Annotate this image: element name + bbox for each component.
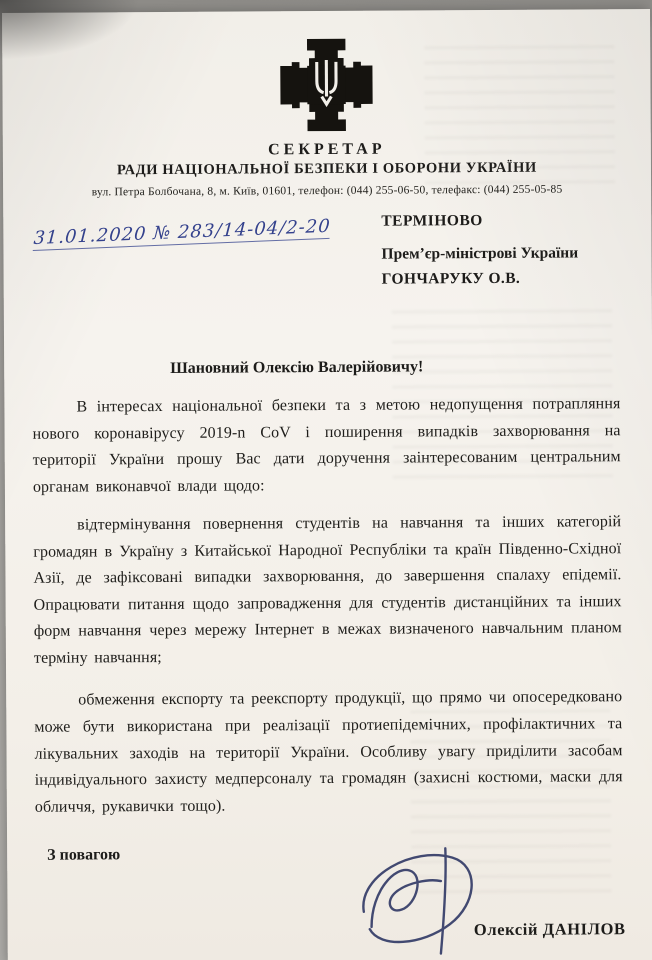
salutation: Шановний Олексію Валерійовичу! bbox=[170, 358, 424, 377]
signature-block bbox=[37, 861, 626, 960]
signer-name: Олексій ДАНІЛОВ bbox=[473, 919, 626, 940]
addressee-title: Прем’єр-міністрові України bbox=[381, 244, 579, 263]
body-paragraph: відтермінування повернення студентів на навчання та інших категорій громадян в Україну з Китайської Народної Республіки та країн Південно-Східної Азії, де зафіксовані випадки захворювання, до завершення спалаху епідемії. Опрацювати питання щодо запровадження для студентів дистанційних та інших форм навчання через мережу Інтернет в межах визначеного навчальним планом терміну навчання; bbox=[33, 513, 622, 667]
letterhead-subtitle: РАДИ НАЦІОНАЛЬНОЇ БЕЗПЕКИ І ОБОРОНИ УКРАЇНИ bbox=[116, 159, 537, 179]
body-paragraph: обмеження експорту та реекспорту продукції, що прямо чи опосередковано може бути використана при реалізації протиепідемічних, профілактичних та лікувальних заходів на території України. Особливу увагу приділити засобам індивідуального захисту медперсоналу та громадян (захисні костюми, маски для обличчя, рукавички тощо). bbox=[34, 688, 623, 816]
letter-page bbox=[2, 9, 652, 960]
reference-block bbox=[33, 211, 622, 333]
letter-body bbox=[32, 391, 623, 821]
letterhead-address: вул. Петра Болбочана, 8, м. Київ, 01601, телефон: (044) 255-06-50, телефакс: (044) 255-05-85 bbox=[91, 183, 563, 199]
addressee-name: ГОНЧАРУКУ О.В. bbox=[381, 269, 521, 288]
urgency-label: ТЕРМІНОВО bbox=[381, 212, 483, 230]
handwritten-date-number: 31.01.2020 № 283/14-04/2-20 bbox=[33, 216, 332, 251]
letterhead-title: СЕКРЕТАР bbox=[268, 140, 386, 159]
addressee-block bbox=[381, 211, 578, 288]
valediction: З повагою bbox=[47, 846, 121, 864]
body-paragraph: В інтересах національної безпеки та з метою недопущення потрапляння нового коронавірусу 2019-n CoV і поширення випадків захворювання на території України прошу Вас дати доручення заінтересованим центральним органам виконавчої влади щодо: bbox=[32, 395, 621, 496]
rnbo-cross-trident-emblem-icon bbox=[278, 37, 375, 134]
handwritten-signature-icon bbox=[349, 835, 512, 960]
